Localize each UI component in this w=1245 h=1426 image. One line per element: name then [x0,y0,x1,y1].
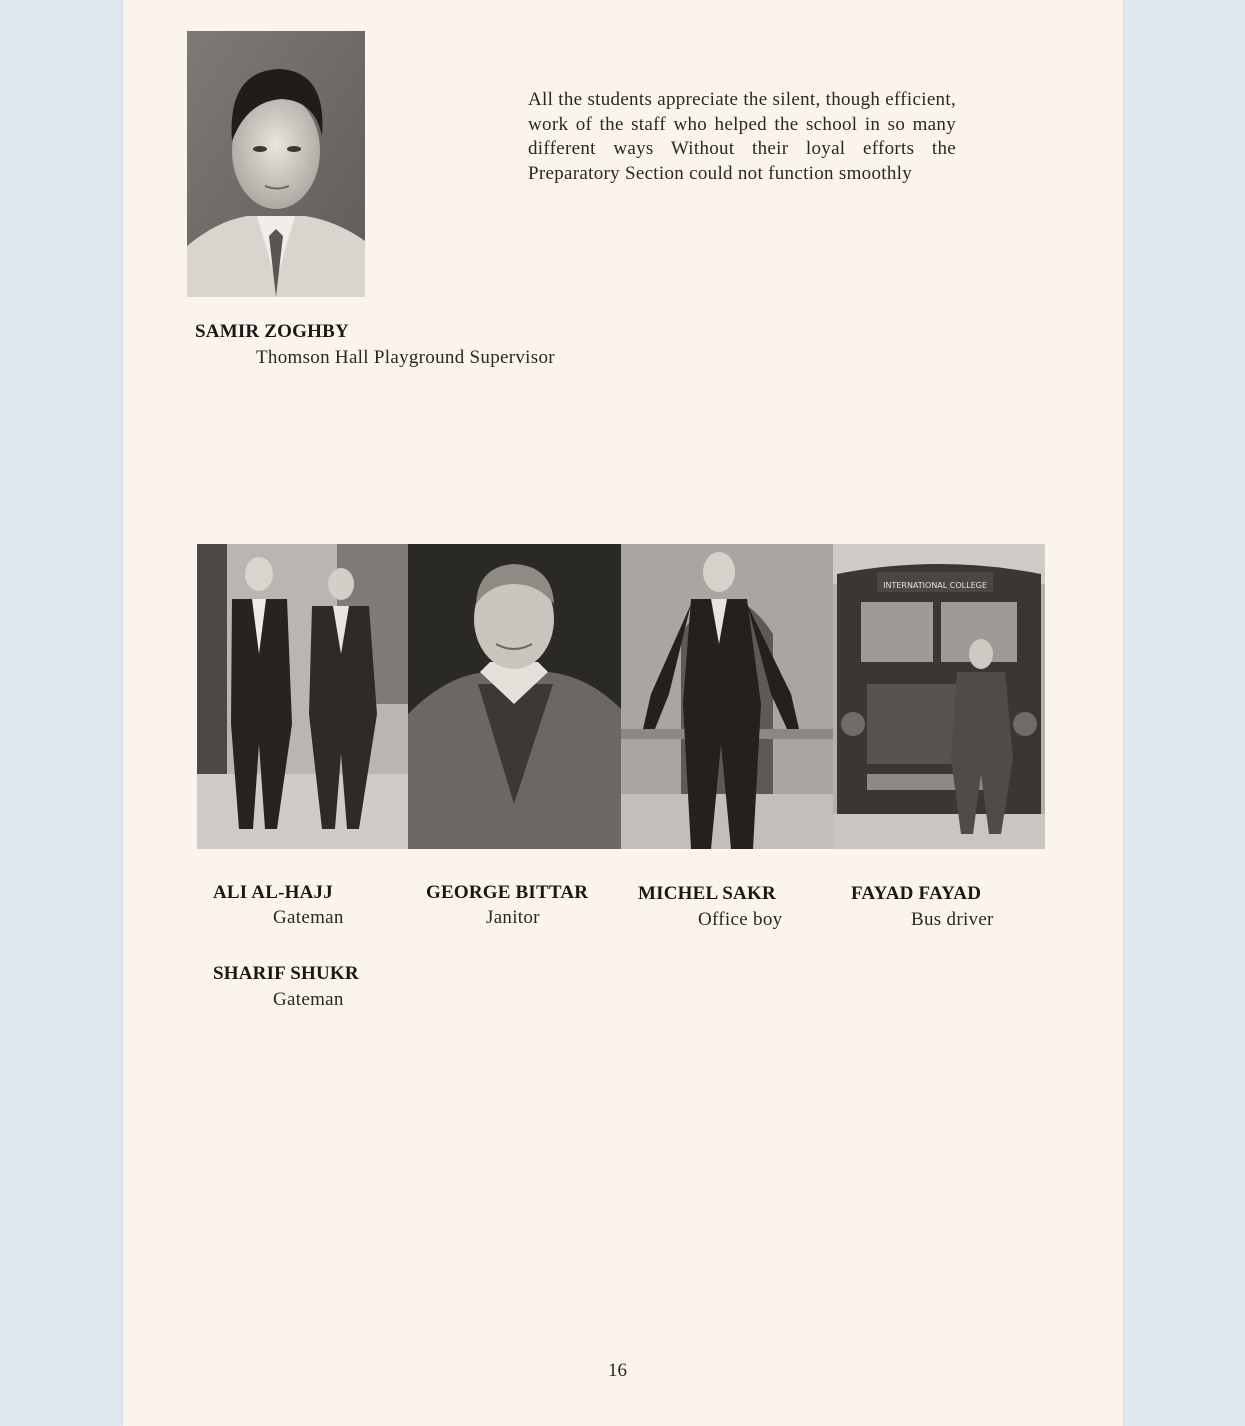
staff-role-3: Office boy [698,909,783,930]
staff-photo-janitor [408,544,621,849]
intro-paragraph: All the students appreciate the silent, though efficient, work of the staff who helped the school in so many different ways Without their loyal efforts the Preparatory Section could not function smoothly [528,89,956,184]
staff-name-5: SHARIF SHUKR [213,963,359,984]
staff-role-1: Gateman [273,907,344,928]
staff-name-1: ALI AL-HAJJ [213,882,333,903]
staff-name-2: GEORGE BITTAR [426,882,589,903]
page-number: 16 [608,1360,627,1381]
staff-name-3: MICHEL SAKR [638,883,776,904]
portrait-photo [187,31,365,297]
staff-role-5: Gateman [273,989,344,1010]
staff-role-4: Bus driver [911,909,994,930]
staff-name-4: FAYAD FAYAD [851,883,982,904]
staff-photo-gatemen [197,544,408,849]
featured-role: Thomson Hall Playground Supervisor [256,347,555,368]
staff-photo-office-boy [621,544,833,849]
bus-sign: INTERNATIONAL COLLEGE [883,581,987,590]
staff-photo-bus-driver [833,544,1045,849]
staff-role-2: Janitor [486,907,540,928]
featured-name: SAMIR ZOGHBY [195,321,349,342]
